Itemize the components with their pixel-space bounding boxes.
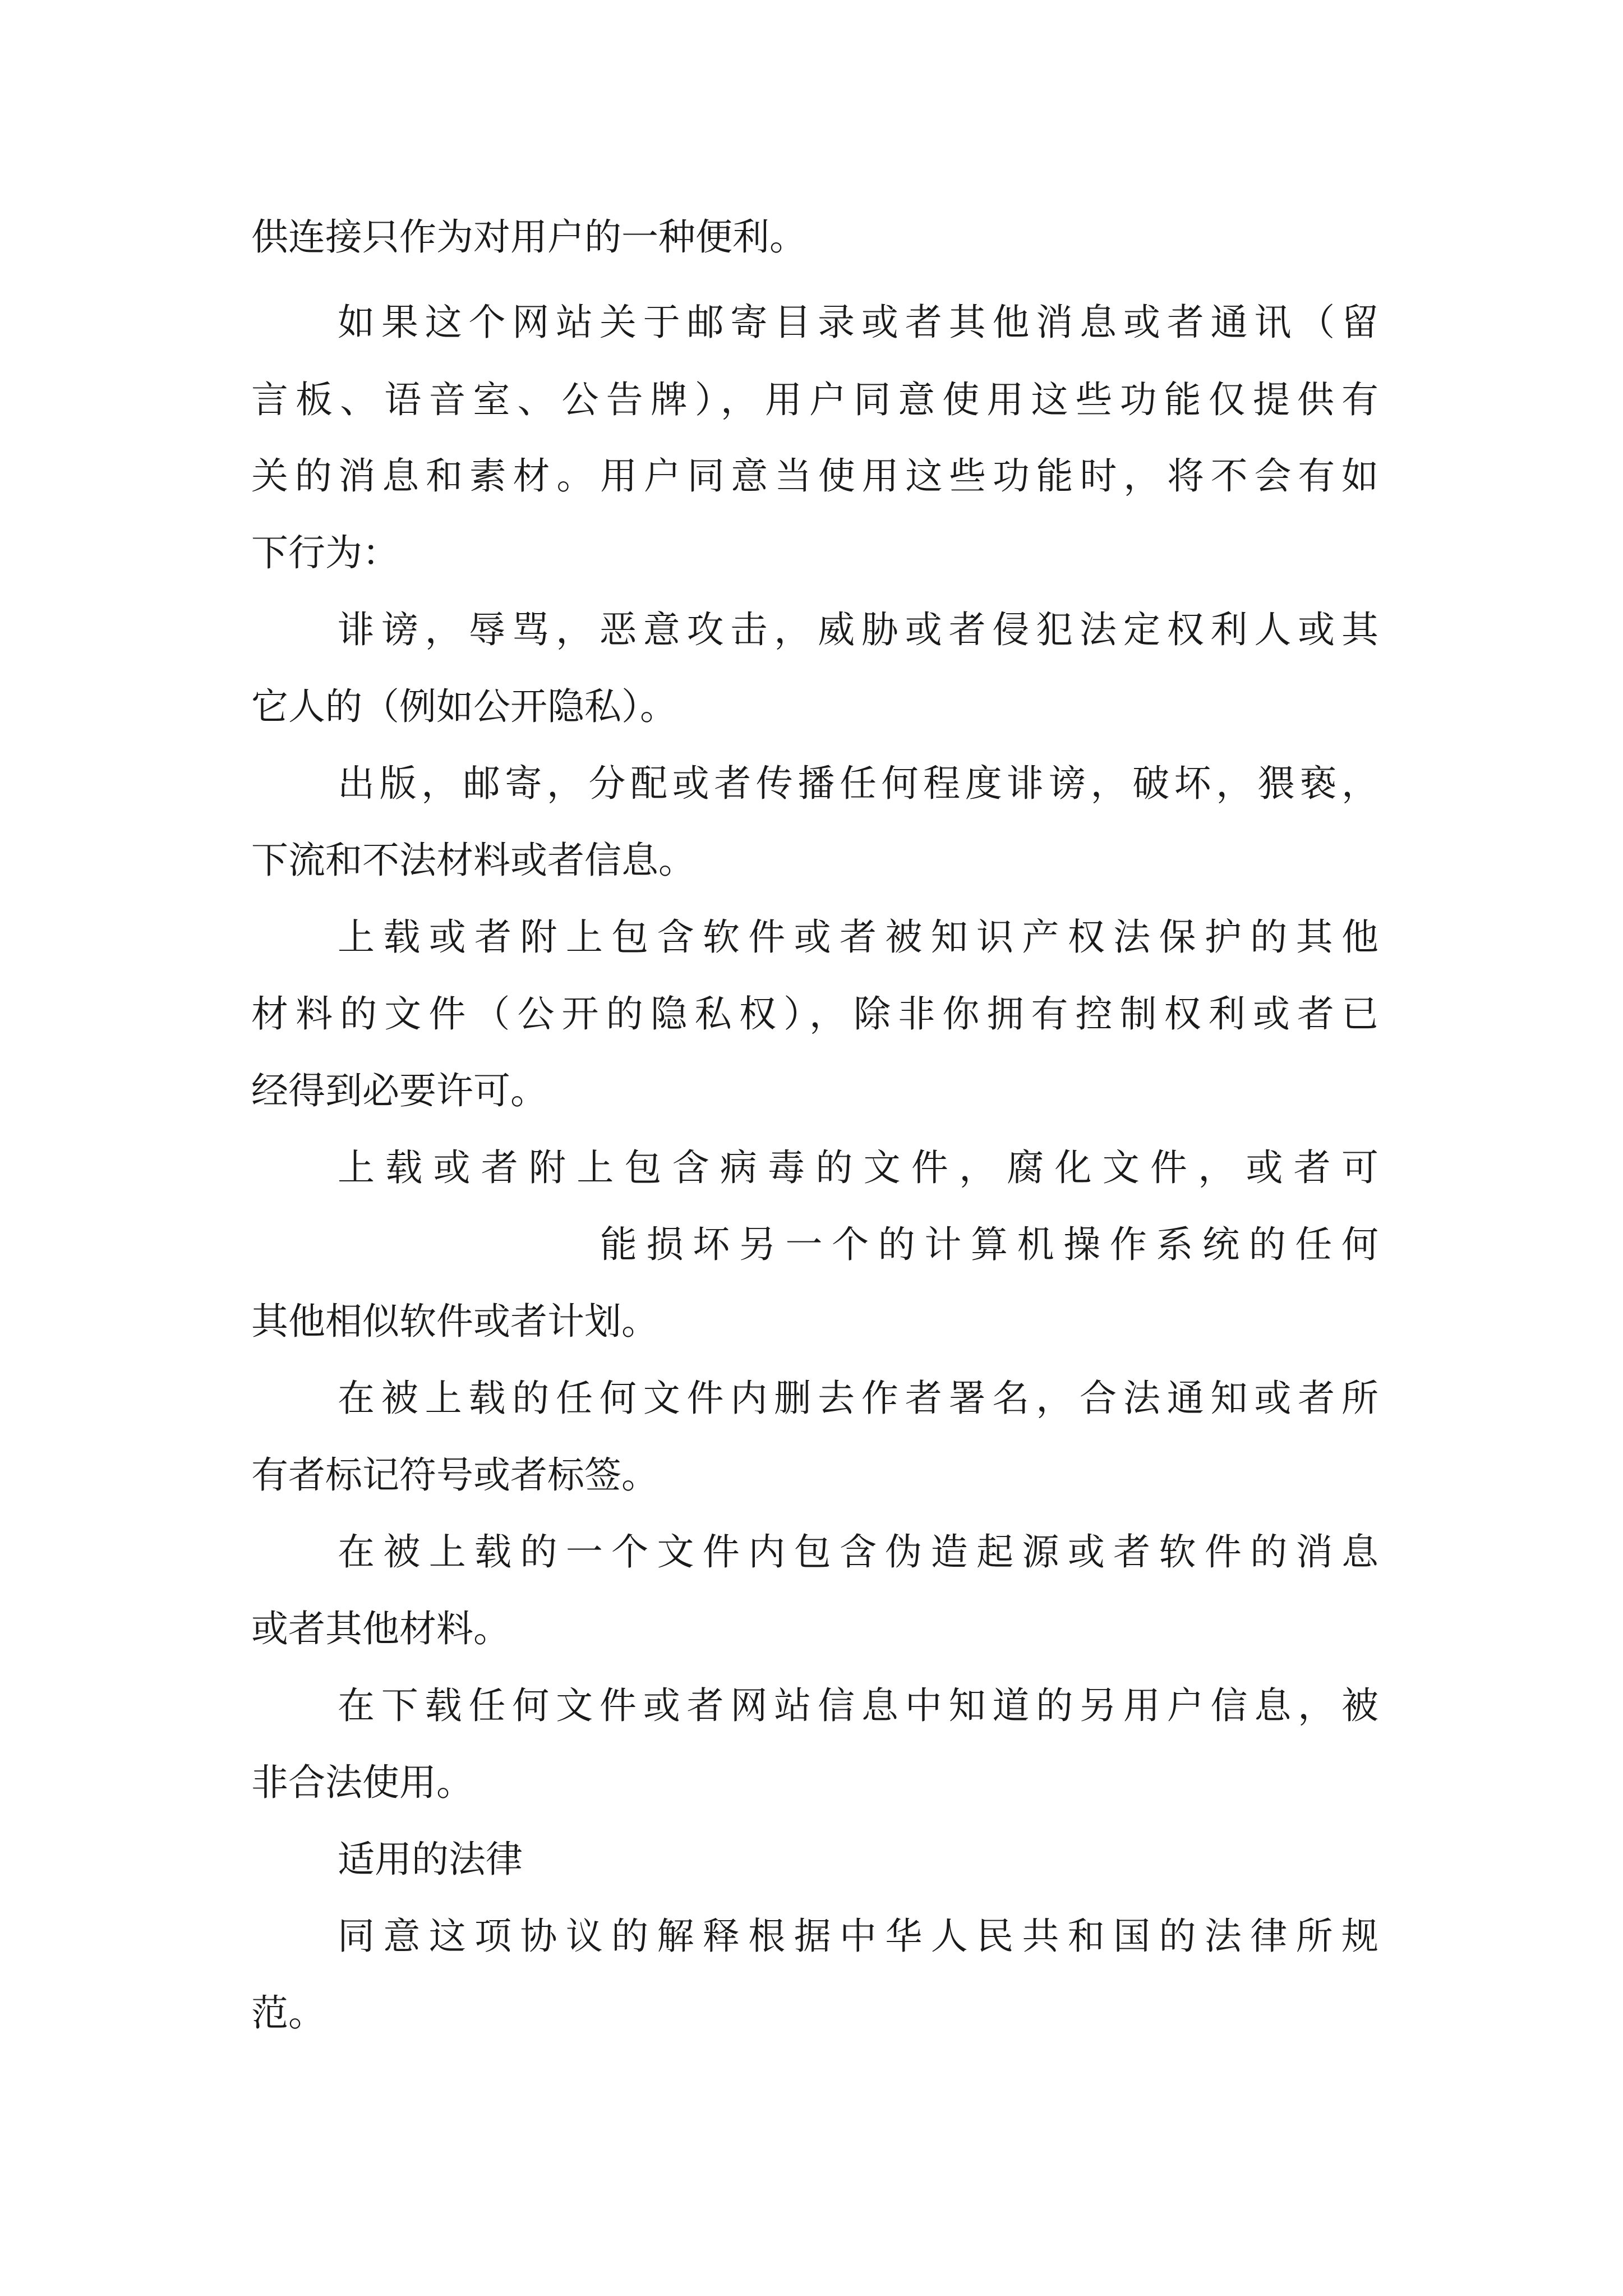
text-line-1: 供连接只作为对用户的一种便利。	[251, 215, 806, 259]
text-line-24: 范。	[251, 1991, 325, 2035]
text-line-10: 上载或者附上包含软件或者被知识产权法保护的其他	[338, 915, 1378, 959]
text-line-14: 能损坏另一个的计算机操作系统的任何	[600, 1223, 1378, 1266]
text-line-21: 非合法使用。	[251, 1761, 473, 1804]
section-heading-applicable-law: 适用的法律	[338, 1838, 523, 1881]
text-line-12: 经得到必要许可。	[251, 1069, 547, 1112]
text-line-8: 出版，邮寄，分配或者传播任何程度诽谤，破坏，猥亵，	[338, 762, 1378, 805]
text-line-9: 下流和不法材料或者信息。	[251, 839, 695, 882]
text-line-6: 诽谤，辱骂，恶意攻击，威胁或者侵犯法定权利人或其	[338, 608, 1378, 651]
text-line-5: 下行为：	[251, 531, 399, 574]
text-line-20: 在下载任何文件或者网站信息中知道的另用户信息，被	[338, 1684, 1378, 1727]
text-line-11: 材料的文件（公开的隐私权），除非你拥有控制权利或者已	[251, 992, 1378, 1036]
text-line-15: 其他相似软件或者计划。	[251, 1300, 658, 1343]
text-line-3: 言板、语音室、公告牌），用户同意使用这些功能仅提供有	[251, 378, 1378, 421]
text-line-16: 在被上载的任何文件内删去作者署名，合法通知或者所	[338, 1377, 1378, 1420]
text-line-23: 同意这项协议的解释根据中华人民共和国的法律所规	[338, 1915, 1378, 1958]
text-line-17: 有者标记符号或者标签。	[251, 1453, 658, 1497]
text-line-18: 在被上载的一个文件内包含伪造起源或者软件的消息	[338, 1530, 1378, 1573]
text-line-13: 上载或者附上包含病毒的文件，腐化文件，或者可	[338, 1146, 1378, 1189]
text-line-2: 如果这个网站关于邮寄目录或者其他消息或者通讯（留	[338, 301, 1378, 344]
text-line-4: 关的消息和素材。用户同意当使用这些功能时，将不会有如	[251, 454, 1378, 498]
text-line-7: 它人的（例如公开隐私）。	[251, 685, 677, 728]
text-line-19: 或者其他材料。	[251, 1607, 510, 1650]
